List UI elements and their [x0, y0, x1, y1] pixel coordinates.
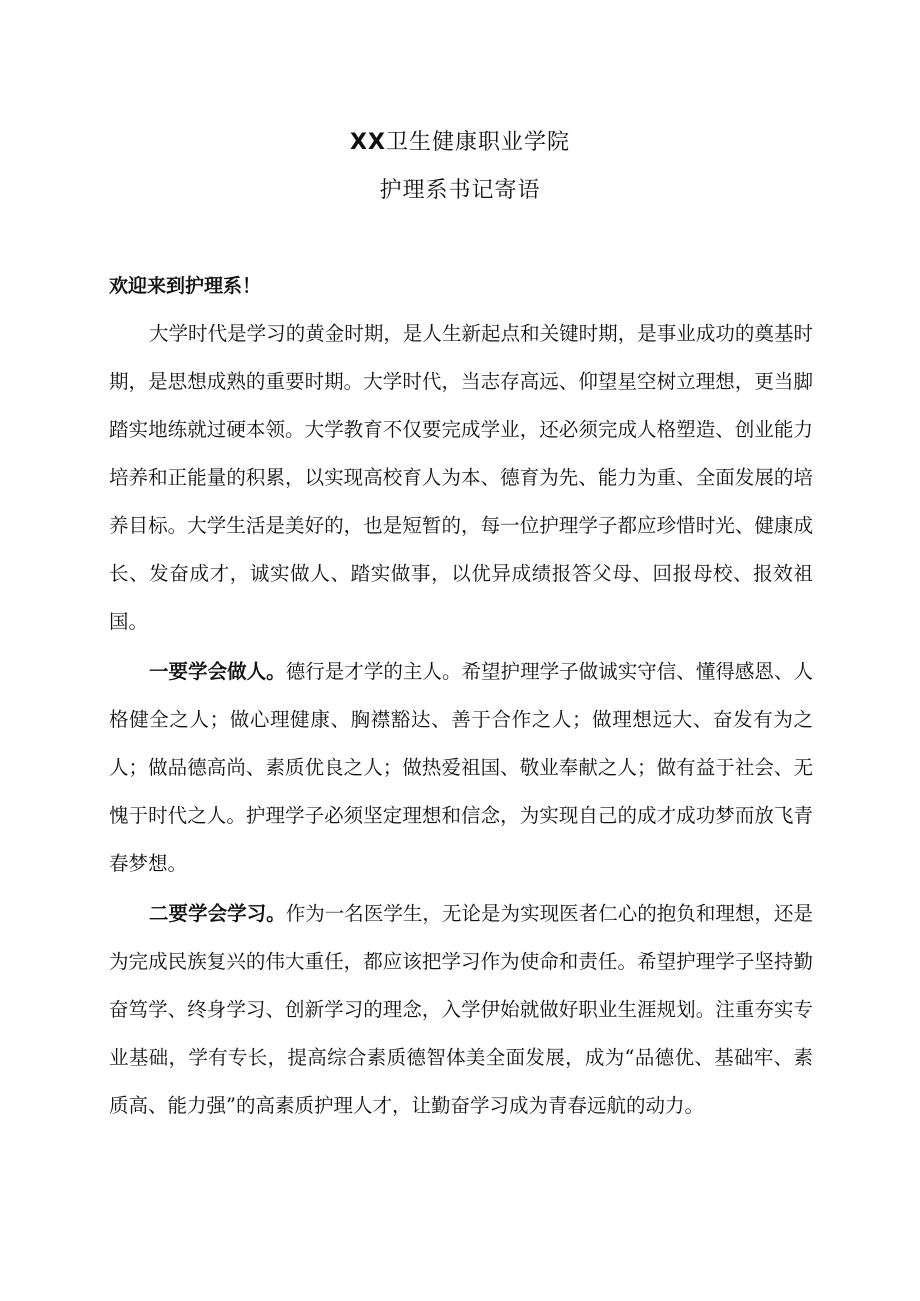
paragraph-text: 作为一名医学生，无论是为实现医者仁心的抱负和理想，还是为完成民族复兴的伟大重任，都应该把学习作为使命和责任。希望护理学子坚持勤奋笃学、终身学习、创新学习的理念，入学伊始就做好职业生涯规划。注重夯实专业基础，学有专长，提高综合素质德智体美全面发展，成为“品德优、基础牢、素质高、能力强”的高素质护理人才，让勤奋学习成为青春远航的动力。 — [109, 902, 813, 1117]
paragraph-text: 大学时代是学习的黄金时期，是人生新起点和关键时期，是事业成功的奠基时期，是思想成熟的重要时期。大学时代，当志存高远、仰望星空树立理想，更当脚踏实地练就过硬本领。大学教育不仅要完成学业，还必须完成人格塑造、创业能力培养和正能量的积累，以实现高校育人为本、德育为先、能力为重、全面发展的培养目标。大学生活是美好的，也是短暂的，每一位护理学子都应珍惜时光、健康成长、发奋成才，诚实做人、踏实做事，以优异成绩报答父母、回报母校、报效祖国。 — [109, 322, 813, 633]
greeting-heading: 欢迎来到护理系！ — [109, 275, 262, 297]
document-title — [0, 128, 920, 158]
paragraph-intro — [109, 310, 813, 646]
paragraph-lead: 二要学会学习。 — [149, 902, 286, 925]
title-prefix: XX — [350, 130, 386, 155]
document-subtitle: 护理系书记寄语 — [379, 178, 541, 203]
paragraph-learn-conduct — [109, 648, 813, 888]
paragraph-text: 德行是才学的主人。希望护理学子做诚实守信、懂得感恩、人格健全之人；做心理健康、胸襟豁达、善于合作之人；做理想远大、奋发有为之人；做品德高尚、素质优良之人；做热爱祖国、敬业奉献之人；做有益于社会、无愧于时代之人。护理学子必须坚定理想和信念，为实现自己的成才成功梦而放飞青春梦想。 — [109, 660, 813, 875]
title-text: 卫生健康职业学院 — [385, 130, 570, 155]
paragraph-lead: 一要学会做人。 — [149, 660, 286, 683]
paragraph-learn-study — [109, 890, 813, 1130]
